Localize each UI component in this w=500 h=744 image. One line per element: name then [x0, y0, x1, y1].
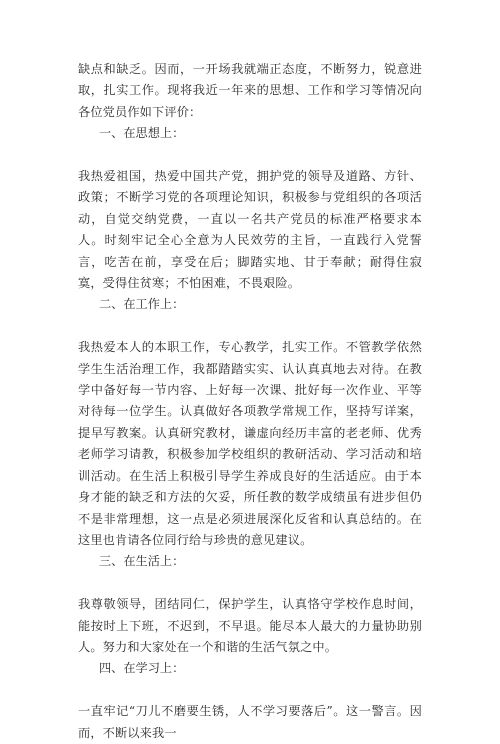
document-page: [78, 59, 422, 744]
section-heading-life: 三、在生活上：: [99, 554, 185, 569]
section-body-work: 我热爱本人的本职工作，专心教学，扎实工作。不管教学依然学生生活治理工作，我都踏踏实实、认认真真地去对待。在教学中备好每一节内容、上好每一次课、批好每一次作业、平等对待每一位学生。认真做好各项教学常规工作，坚持写详案，提早写教案。认真研究教材，谦虚向经历丰富的老老师、优秀老师学习请教，积极参加学校组织的教研活动、学习活动和培训活动。在生活上积极引导学生养成良好的生活适应。由于本身才能的缺乏和方法的欠妥，所任教的数学成绩虽有进步但仍不是非常理想，这一点是必须进展深化反省和认真总结的。在这里也肯请各位同行给与珍贵的意见建议。: [78, 340, 422, 547]
section-heading-study: 四、在学习上：: [99, 661, 185, 676]
spacer: [78, 316, 422, 337]
section-heading-work: 二、在工作上：: [99, 297, 185, 312]
spacer: [78, 680, 422, 701]
spacer: [78, 145, 422, 166]
intro-paragraph: 缺点和缺乏。因而，一开场我就端正态度，不断努力，锐意进取，扎实工作。现将我近一年来的思想、工作和学习等情况向各位党员作如下评价：: [78, 62, 422, 119]
spacer: [78, 573, 422, 594]
section-body-life: 我尊敬领导，团结同仁，保护学生，认真恪守学校作息时间，能按时上下班，不迟到，不早退。能尽本人最大的力量协助别人。努力和大家处在一个和谐的生活气氛之中。: [78, 597, 422, 654]
section-heading-thought: 一、在思想上：: [99, 126, 185, 141]
section-body-thought: 我热爱祖国，热爱中国共产党，拥护党的领导及道路、方针、政策；不断学习党的各项理论知识，积极参与党组织的各项活动，自觉交纳党费，一直以一名共产党员的标准严格要求本人。时刻牢记全心全意为人民效劳的主旨，一直践行入党誓言，吃苦在前，享受在后；脚踏实地、甘于奉献；耐得住寂寞，受得住贫寒；不怕困难，不畏艰险。: [78, 169, 422, 291]
section-body-study: 一直牢记“刀儿不磨要生锈，人不学习要落后”。这一警言。因而，不断以来我一: [78, 704, 422, 740]
